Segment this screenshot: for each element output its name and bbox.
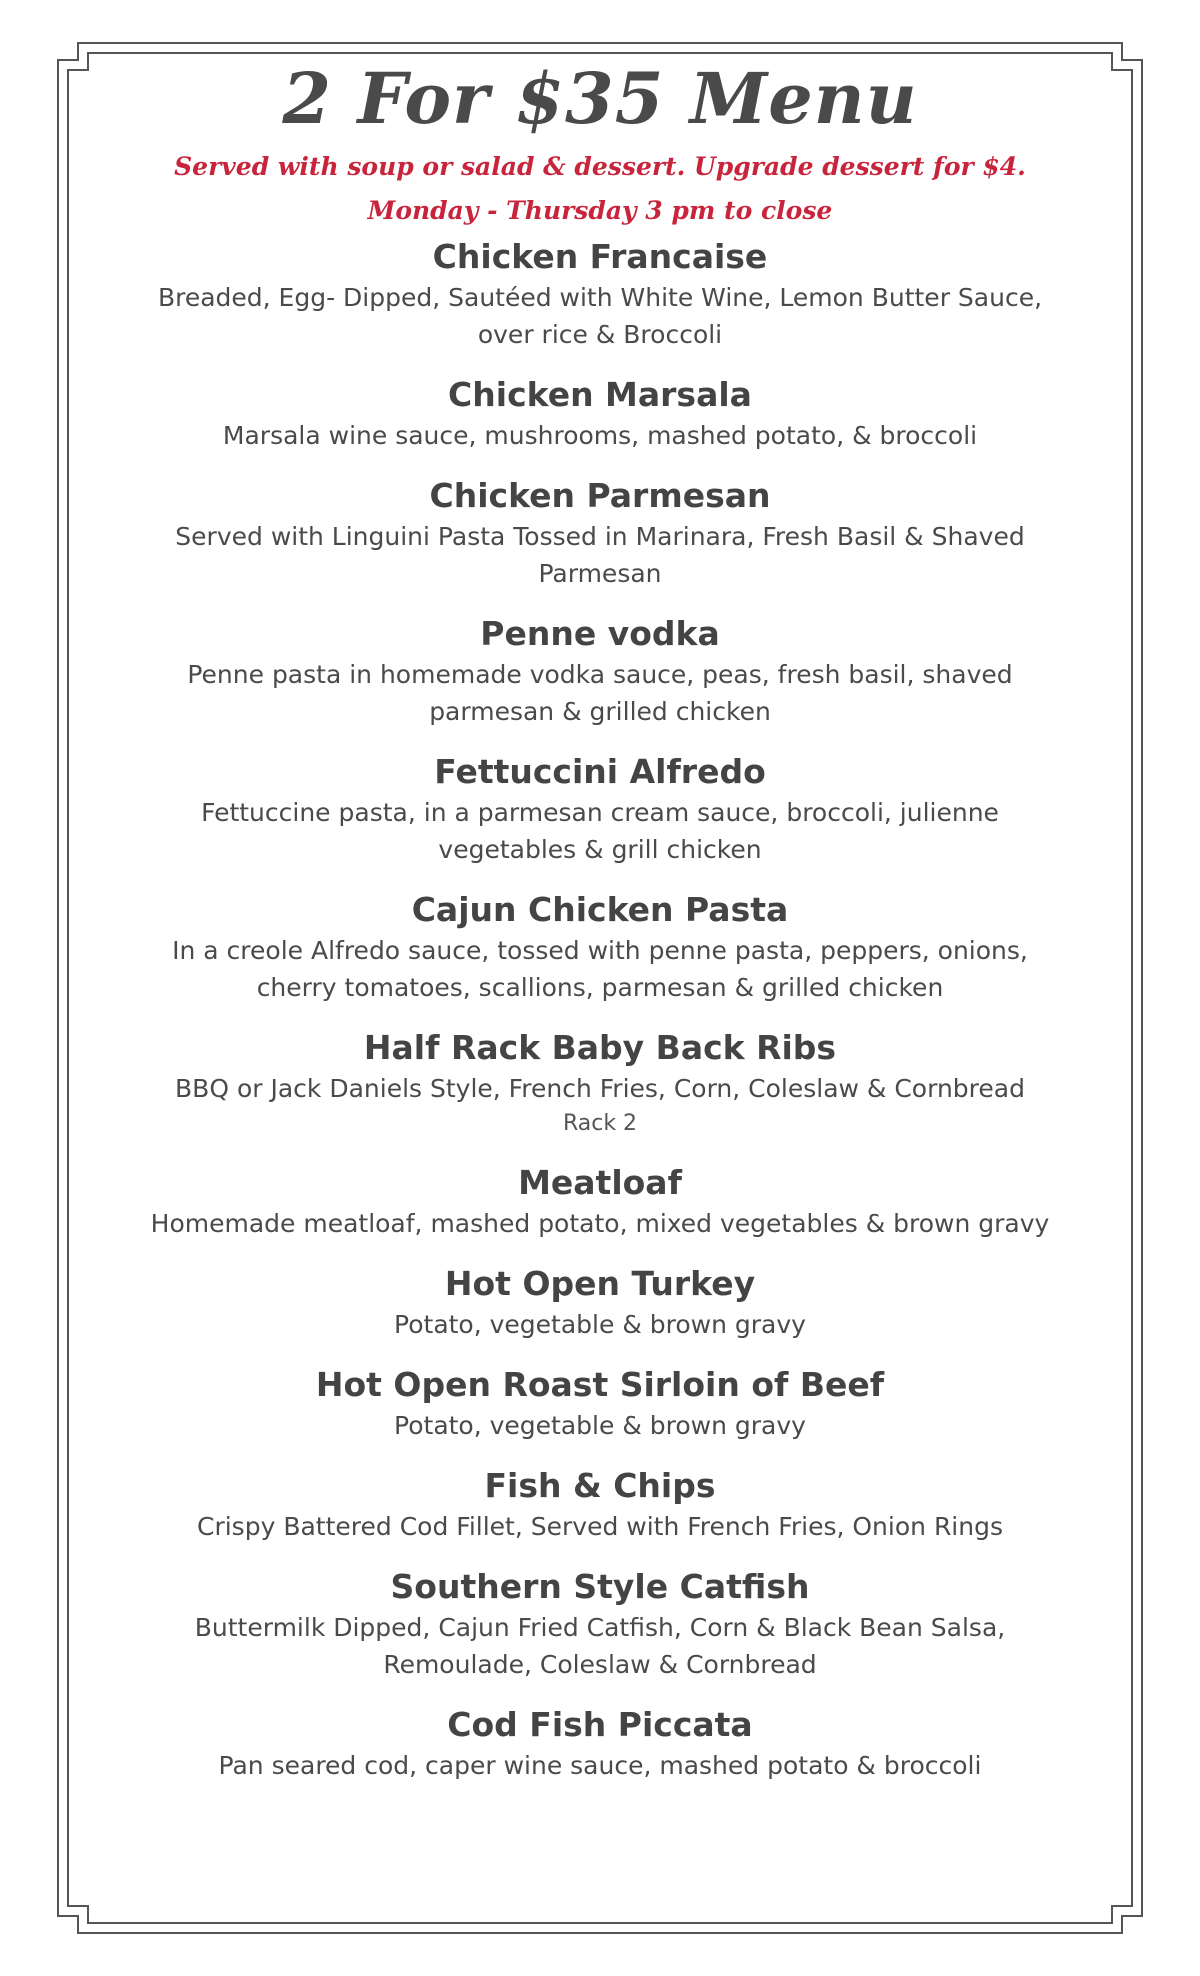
subtitle-line-served: Served with soup or salad & dessert. Upgrade dessert for $4. [174,152,1026,181]
menu-item-name: Half Rack Baby Back Ribs [363,1028,837,1067]
menu-item-name: Chicken Marsala [448,375,752,414]
menu-item [120,750,1080,868]
menu-items [120,235,1080,1784]
menu-content [120,57,1080,1804]
menu-item [120,1464,1080,1545]
menu-title: 2 For $35 Menu [282,57,918,140]
menu-item-name: Chicken Parmesan [429,476,771,515]
menu-item-name: Chicken Francaise [432,237,768,276]
menu-item-description: In a creole Alfredo sauce, tossed with penne pasta, peppers, onions, cherry tomatoes, scallions, parmesan & grilled chicken [172,936,1028,1002]
menu-item-name: Penne vodka [480,614,720,653]
menu-item-description: Served with Linguini Pasta Tossed in Marinara, Fresh Basil & Shaved Parmesan [175,522,1025,588]
menu-item-name: Southern Style Catfish [390,1567,810,1606]
menu-item-description: Potato, vegetable & brown gravy [394,1310,806,1339]
menu-item-name: Fettuccini Alfredo [434,752,766,791]
menu-item-name: Hot Open Turkey [444,1264,756,1303]
menu-item-name: Meatloaf [518,1163,682,1202]
menu-item [120,612,1080,730]
menu-item-name: Cajun Chicken Pasta [411,890,789,929]
menu-item-description: Marsala wine sauce, mushrooms, mashed potato, & broccoli [222,421,978,450]
menu-item-description: Homemade meatloaf, mashed potato, mixed vegetables & brown gravy [150,1209,1050,1238]
menu-item-description: Breaded, Egg- Dipped, Sautéed with White Wine, Lemon Butter Sauce, over rice & Broccoli [157,283,1043,349]
menu-item [120,373,1080,454]
menu-item-description: Buttermilk Dipped, Cajun Fried Catfish, Corn & Black Bean Salsa, Remoulade, Coleslaw & Cornbread [194,1613,1006,1679]
menu-subtitle [120,145,1080,233]
menu-item [120,1565,1080,1683]
menu-item-name: Hot Open Roast Sirloin of Beef [315,1365,885,1404]
menu-item-description: Fettuccine pasta, in a parmesan cream sauce, broccoli, julienne vegetables & grill chicken [201,798,999,864]
subtitle-line-hours: Monday - Thursday 3 pm to close [367,196,833,225]
menu-item [120,474,1080,592]
menu-item-description: Crispy Battered Cod Fillet, Served with French Fries, Onion Rings [197,1512,1003,1541]
menu-item-note: Rack 2 [562,1111,638,1136]
menu-item [120,1026,1080,1141]
menu-item-description: BBQ or Jack Daniels Style, French Fries, Corn, Coleslaw & Cornbread [175,1074,1025,1103]
menu-item-name: Fish & Chips [484,1466,716,1505]
menu-item-description: Pan seared cod, caper wine sauce, mashed potato & broccoli [218,1751,982,1780]
menu-item-description: Potato, vegetable & brown gravy [394,1411,806,1440]
menu-item [120,1363,1080,1444]
menu-item-description: Penne pasta in homemade vodka sauce, peas, fresh basil, shaved parmesan & grilled chicken [187,660,1013,726]
menu-item [120,235,1080,353]
menu-item [120,1161,1080,1242]
menu-item-name: Cod Fish Piccata [447,1705,753,1744]
menu-item [120,1703,1080,1784]
menu-item [120,1262,1080,1343]
menu-item [120,888,1080,1006]
